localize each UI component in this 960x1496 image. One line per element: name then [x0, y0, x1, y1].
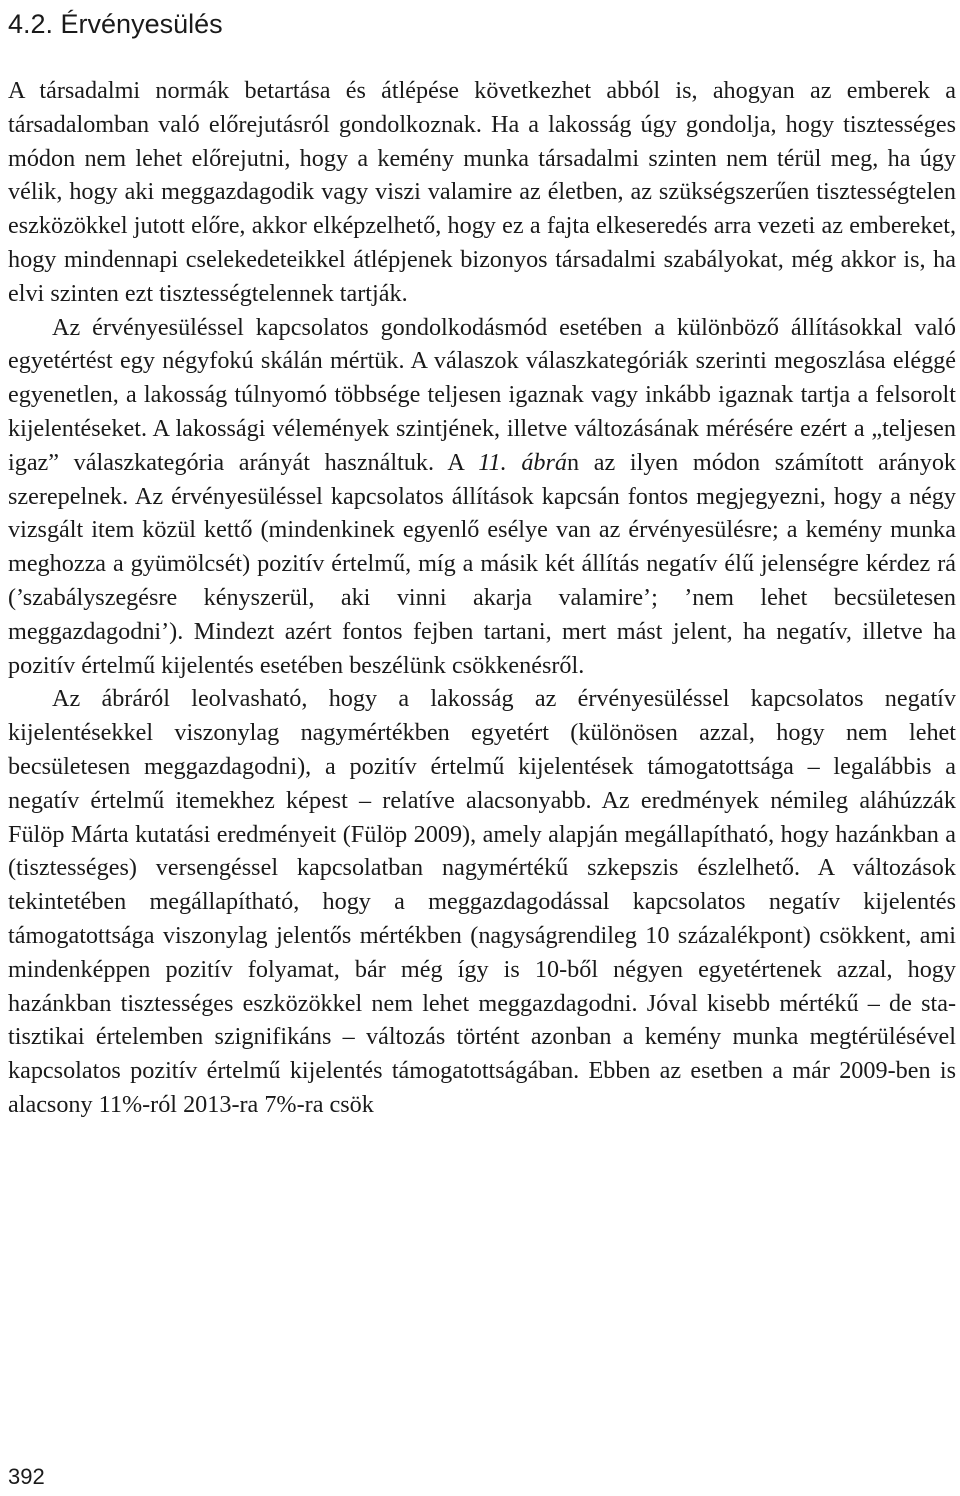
figure-reference-word: ábrá [521, 448, 568, 476]
page-number: 392 [8, 1464, 45, 1489]
paragraph-2-after: n az ilyen módon számított arányok szerepelnek. Az érvényesüléssel kapcsolatos állítások kapcsán fontos megjegyezni, hogy a négy vizsgált item közül kettő (mindenkinek egyenlő esélye van az érvényesülésre; a kemény munka meghozza a gyümölcsét) pozitív értelmű, míg a másik két állítás negatív élű jelenségre kérdez rá (’szabályszegésre kényszerül, aki vinni akarja valamire’; ’nem lehet becsületesen meggazdagodni’). Mindezt azért fontos fejben tartani, mert mást jelent, ha negatív, illetve ha pozitív értelmű kijelentés esetében beszélünk csökkenésről. [8, 448, 957, 679]
figure-reference-number: 11. [478, 448, 507, 476]
section-heading: 4.2. Érvényesülés [8, 9, 223, 39]
paragraph-2-before: Az érvényesüléssel kapcsolatos gondolkodásmód esetében a különböző állításokkal való egyetértést egy négyfokú skálán mértük. A válaszok válaszkategóriák szerinti megoszlása eléggé egyenetlen, a lakosság túlnyomó többsége teljesen igaznak vagy inkább igaznak tartja a felsorolt kijelentéseket. A lakossági vélemények szintjének, illetve változásának mérésére ezért a „teljesen igaz” válaszkategória arányát használtuk. A [8, 313, 956, 476]
paragraph-2 [8, 311, 956, 683]
paragraph-3: Az ábráról leolvasható, hogy a lakosság az érvényesüléssel kapcsolatos negatív kijelentésekkel viszonylag nagymértékben egyetért (különösen azzal, hogy nem lehet becsületesen meggazdagodni), a pozitív értelmű kijelentések támogatottsága – legalábbis a negatív értelmű itemekhez képest – relatíve alacsonyabb. Az eredmények némileg aláhúzzák Fülöp Márta kutatási eredményeit (Fülöp 2009), amely alapján megállapítható, hogy hazánkban a (tisztességes) versengéssel kapcsolatban nagymértékű szkepszis észlelhető. A változások tekintetében megállapítható, hogy a meggazdagodással kapcsolatos negatív kijelentés támogatottsága viszonylag jelentős mértékben (nagyságrendileg 10 százalékpont) csökkent, ami mindenképpen pozitív folyamat, bár még így is 10-ből négyen egyetértenek azzal, hogy hazánkban tisztességes eszközökkel nem lehet meggazdagodni. Jóval kisebb mértékű – de statisztikai értelemben szignifikáns – változás történt azonban a kemény munka megtérülésével kapcsolatos pozitív értelmű kijelentés támogatottságában. Ebben az esetben a már 2009-ben is alacsony 11%-ról 2013-ra 7%-ra csök [8, 685, 956, 1118]
paragraph-1: A társadalmi normák betartása és átlépése következhet abból is, ahogyan az emberek a társadalomban való előrejutásról gondolkoznak. Ha a lakosság úgy gondolja, hogy tisztességes módon nem lehet előrejutni, hogy a kemény munka társadalmi szinten nem térül meg, ha úgy vélik, hogy aki meggazdagodik vagy viszi valamire az életben, az szükségszerűen tisztességtelen eszközökkel jutott előre, akkor elképzelhető, hogy ez a fajta elkeseredés arra vezeti az embereket, hogy mindennapi cselekedeteikkel átlépjenek bizonyos társadalmi szabályokat, még akkor is, ha elvi szinten ezt tisztességtelennek tartják. [8, 77, 956, 307]
body-text [8, 74, 956, 1122]
